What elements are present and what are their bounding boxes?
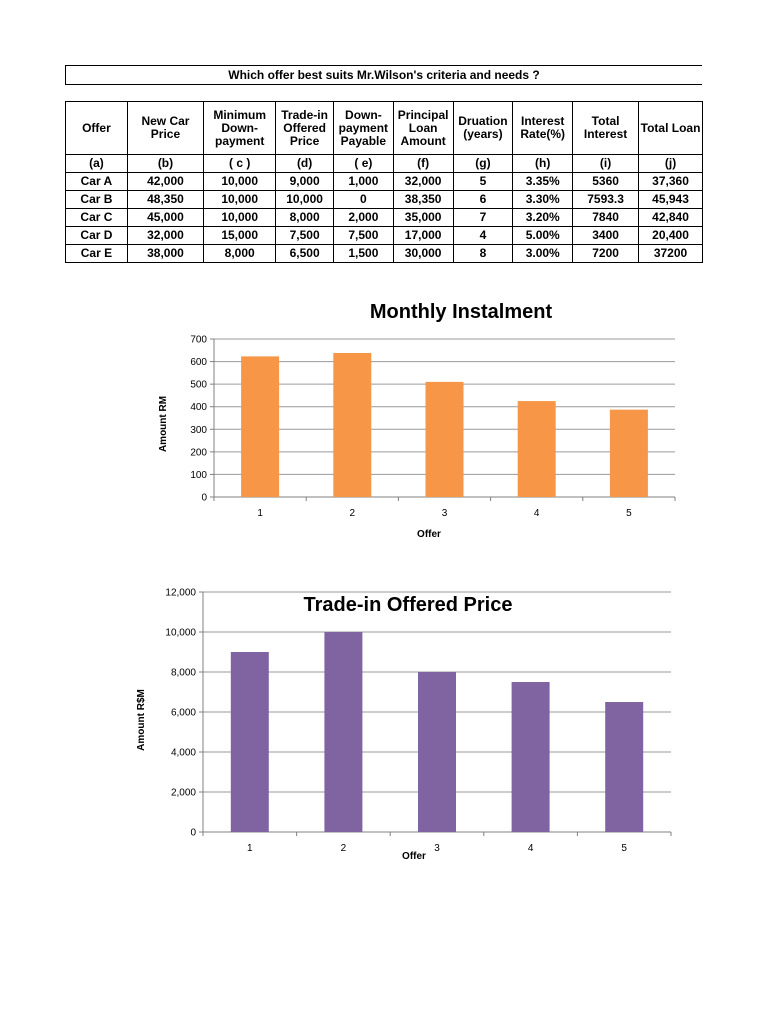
column-header: Total Interest — [573, 102, 639, 155]
column-letter: (h) — [513, 155, 573, 173]
table-cell: 7840 — [573, 209, 639, 227]
table-cell: 2,000 — [333, 209, 393, 227]
table-cell: 37200 — [639, 245, 703, 263]
table-cell: 8 — [453, 245, 513, 263]
bar — [418, 672, 456, 832]
y-tick-label: 0 — [190, 827, 196, 839]
column-letter: (a) — [66, 155, 128, 173]
x-tick-label: 4 — [533, 508, 540, 519]
table-cell: 38,000 — [127, 245, 203, 263]
table-cell: 20,400 — [639, 227, 703, 245]
page-heading: Which offer best suits Mr.Wilson's criteria and needs ? — [65, 65, 702, 85]
y-tick-label: 700 — [190, 334, 207, 346]
y-tick-label: 8,000 — [170, 667, 196, 679]
bar — [231, 652, 269, 832]
y-tick-label: 600 — [190, 357, 207, 369]
table-cell: 10,000 — [204, 191, 276, 209]
table-cell: 3.35% — [513, 173, 573, 191]
column-header: Interest Rate(%) — [513, 102, 573, 155]
column-header: Druation (years) — [453, 102, 513, 155]
table-cell: 3.20% — [513, 209, 573, 227]
x-tick-label: 4 — [527, 843, 534, 854]
y-tick-label: 100 — [190, 469, 207, 481]
column-letter: (i) — [573, 155, 639, 173]
table-cell: 45,943 — [639, 191, 703, 209]
table-cell: 37,360 — [639, 173, 703, 191]
table-cell: 5360 — [573, 173, 639, 191]
y-axis-label: Amount RM — [158, 395, 169, 453]
x-axis-label: Offer — [417, 529, 441, 540]
table-cell: 1,500 — [333, 245, 393, 263]
table-cell: 42,000 — [127, 173, 203, 191]
column-letter: (b) — [127, 155, 203, 173]
y-tick-label: 2,000 — [170, 787, 196, 799]
table-cell: 7 — [453, 209, 513, 227]
column-letter: (j) — [639, 155, 703, 173]
table-cell: 5 — [453, 173, 513, 191]
table-cell: 38,350 — [393, 191, 453, 209]
y-tick-label: 4,000 — [170, 747, 196, 759]
y-tick-label: 0 — [201, 492, 207, 504]
table-cell: Car E — [66, 245, 128, 263]
table-cell: 42,840 — [639, 209, 703, 227]
x-tick-label: 2 — [340, 843, 347, 854]
chart-title: Monthly Instalment — [369, 301, 553, 323]
table-cell: Car A — [66, 173, 128, 191]
table-cell: 32,000 — [127, 227, 203, 245]
column-header: New Car Price — [127, 102, 203, 155]
table-cell: 7593.3 — [573, 191, 639, 209]
bar — [605, 702, 643, 832]
column-letter: (g) — [453, 155, 513, 173]
y-tick-label: 10,000 — [165, 627, 196, 639]
table-cell: Car B — [66, 191, 128, 209]
table-cell: 35,000 — [393, 209, 453, 227]
x-tick-label: 3 — [434, 843, 440, 854]
y-tick-label: 6,000 — [170, 707, 196, 719]
table-cell: 10,000 — [276, 191, 334, 209]
y-tick-label: 12,000 — [165, 587, 196, 599]
table-cell: 6,500 — [276, 245, 334, 263]
y-tick-label: 300 — [190, 424, 207, 436]
table-cell: 8,000 — [204, 245, 276, 263]
table-cell: 1,000 — [333, 173, 393, 191]
column-letter: ( c ) — [204, 155, 276, 173]
chart-title: Trade-in Offered Price — [303, 594, 513, 616]
table-cell: Car C — [66, 209, 128, 227]
table-cell: 7200 — [573, 245, 639, 263]
table-cell: 8,000 — [276, 209, 334, 227]
column-header: Down-payment Payable — [333, 102, 393, 155]
column-header: Offer — [66, 102, 128, 155]
table-cell: 10,000 — [204, 173, 276, 191]
x-tick-label: 5 — [621, 843, 627, 854]
table-cell: 4 — [453, 227, 513, 245]
table-cell: Car D — [66, 227, 128, 245]
table-cell: 5.00% — [513, 227, 573, 245]
table-cell: 3400 — [573, 227, 639, 245]
y-tick-label: 200 — [190, 447, 207, 459]
table-cell: 0 — [333, 191, 393, 209]
bar — [512, 682, 550, 832]
y-tick-label: 400 — [190, 402, 207, 414]
x-tick-label: 5 — [626, 508, 632, 519]
column-letter: (d) — [276, 155, 334, 173]
table-cell: 30,000 — [393, 245, 453, 263]
x-tick-label: 1 — [257, 508, 263, 519]
column-header: Principal Loan Amount — [393, 102, 453, 155]
x-tick-label: 3 — [441, 508, 448, 519]
table-cell: 9,000 — [276, 173, 334, 191]
table-cell: 15,000 — [204, 227, 276, 245]
table-cell: 6 — [453, 191, 513, 209]
column-header: Total Loan — [639, 102, 703, 155]
table-cell: 7,500 — [276, 227, 334, 245]
column-header: Trade-in Offered Price — [276, 102, 334, 155]
y-axis-label: Amount R$M — [136, 689, 147, 751]
table-cell: 7,500 — [333, 227, 393, 245]
x-axis-label: Offer — [402, 851, 426, 862]
table-cell: 45,000 — [127, 209, 203, 227]
x-tick-label: 2 — [349, 508, 356, 519]
table-cell: 17,000 — [393, 227, 453, 245]
bar — [324, 632, 362, 832]
table-cell: 32,000 — [393, 173, 453, 191]
y-tick-label: 500 — [190, 379, 207, 391]
column-letter: (f) — [393, 155, 453, 173]
x-tick-label: 1 — [247, 843, 253, 854]
table-cell: 3.30% — [513, 191, 573, 209]
table-cell: 10,000 — [204, 209, 276, 227]
table-cell: 48,350 — [127, 191, 203, 209]
table-cell: 3.00% — [513, 245, 573, 263]
column-letter: ( e) — [333, 155, 393, 173]
column-header: Minimum Down-payment — [204, 102, 276, 155]
